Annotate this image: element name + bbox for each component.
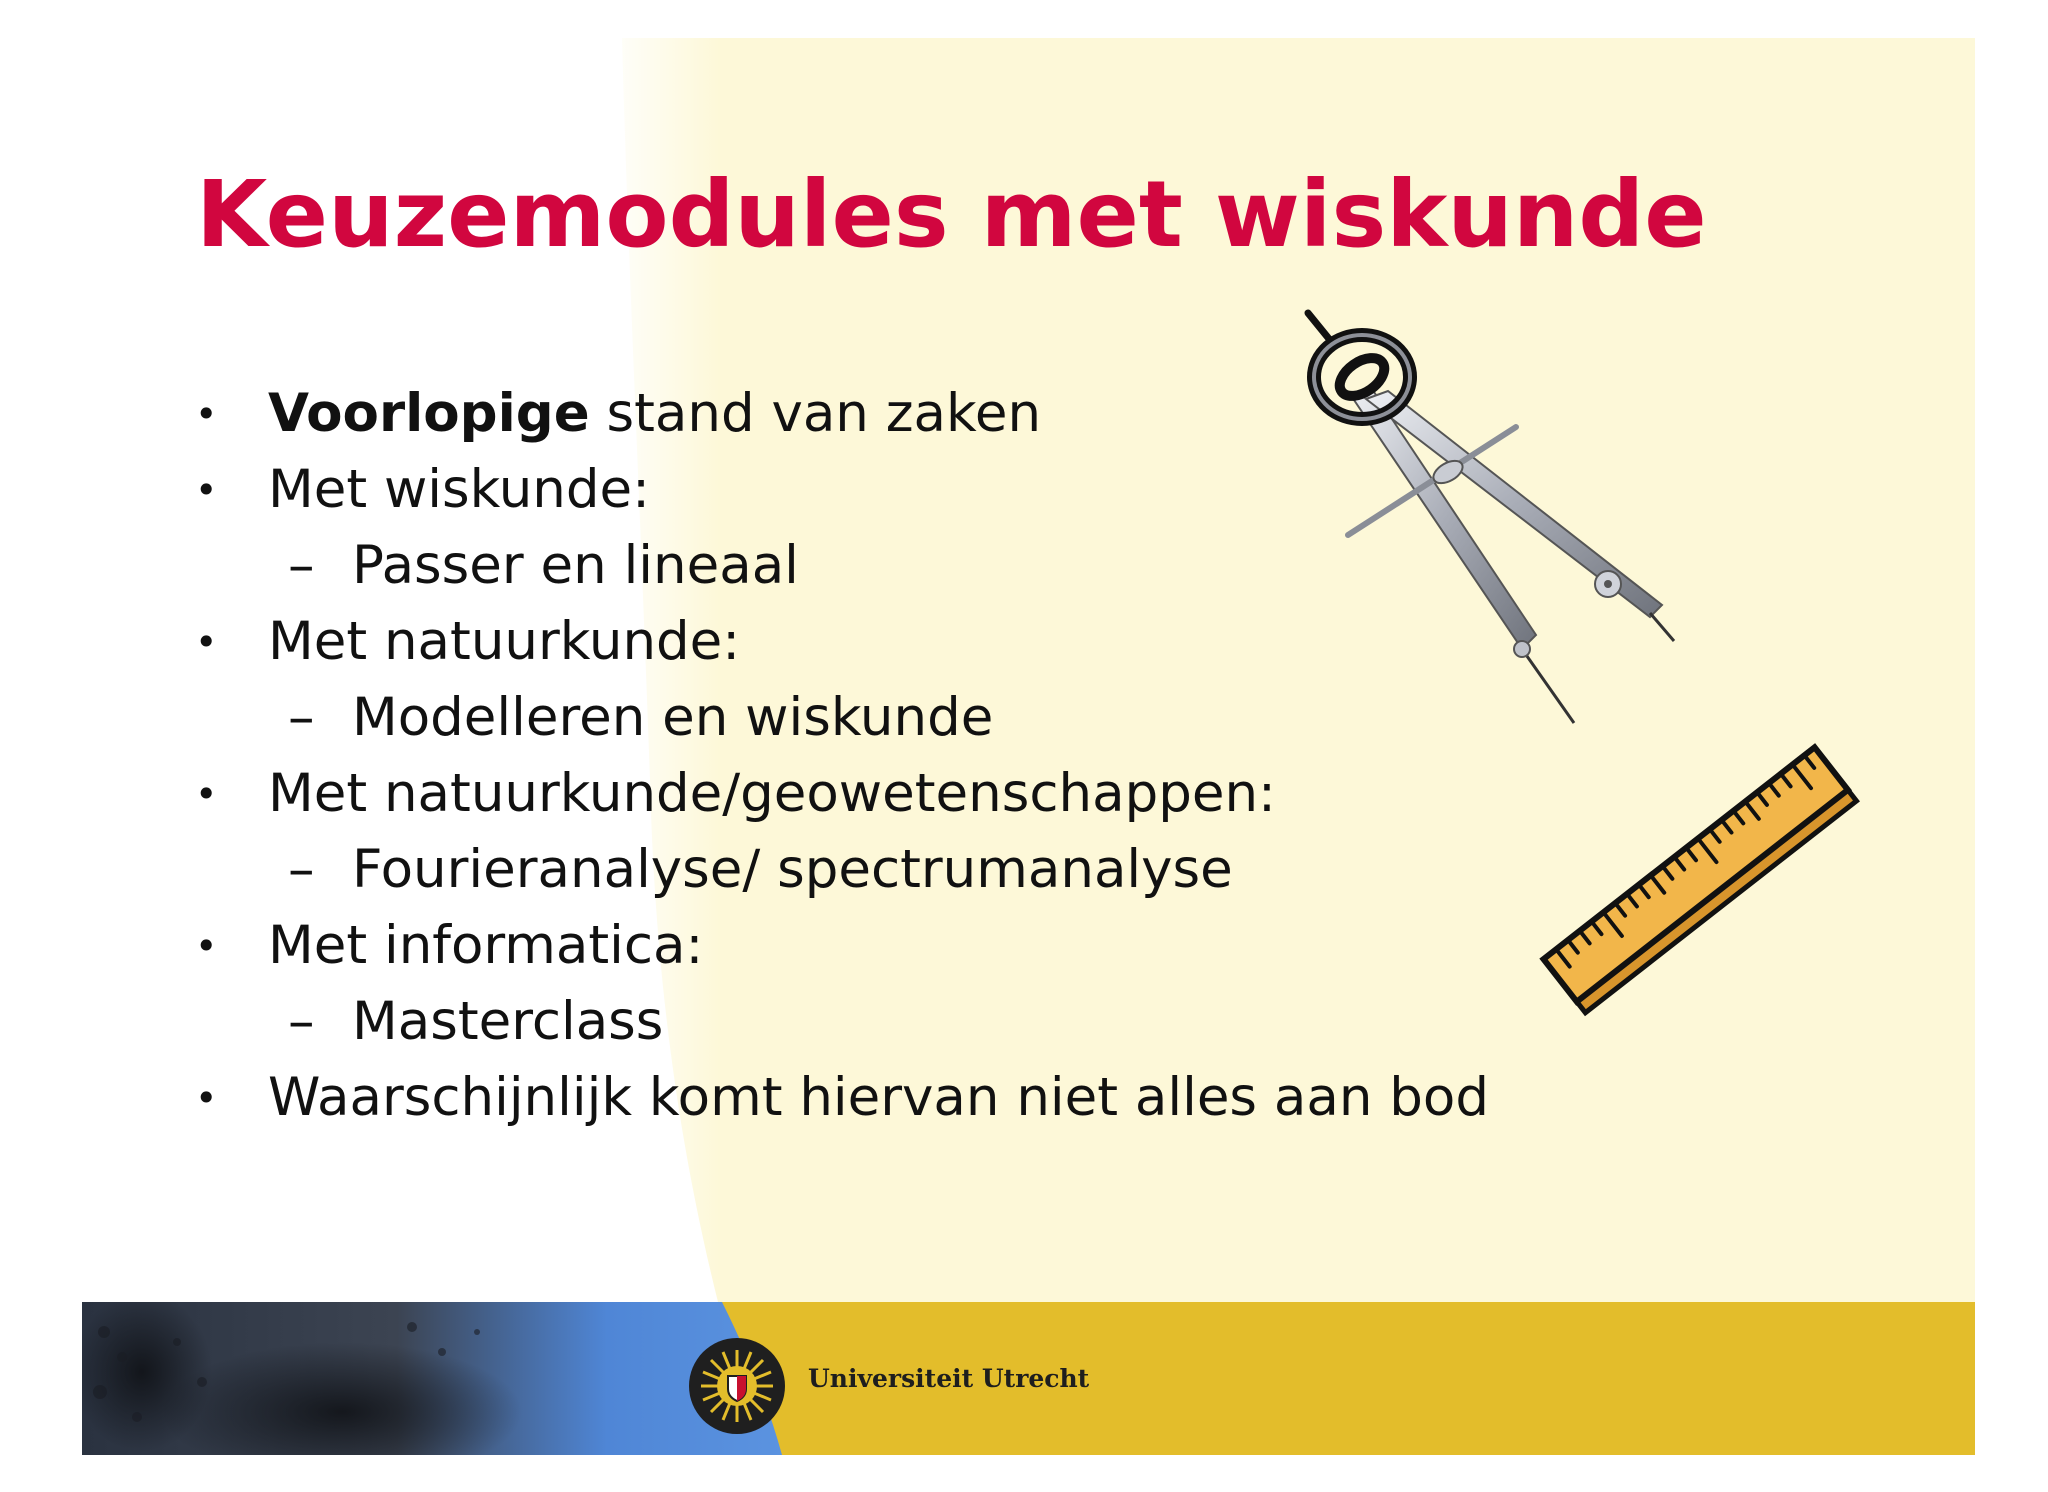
- sub-bullet-text: Modelleren en wiskunde: [352, 687, 994, 748]
- drawing-compass-icon: [1290, 305, 1690, 735]
- bullet-text: Met natuurkunde:: [268, 611, 741, 672]
- bullet-dot: •: [195, 620, 218, 664]
- ruler-icon: [1520, 700, 1880, 1060]
- bullet-item: [0, 604, 1400, 680]
- bullet-item: [0, 756, 1400, 832]
- bullet-item: [0, 1060, 1489, 1136]
- sub-bullet-item: [0, 528, 1400, 604]
- bullet-list: [0, 376, 1489, 1136]
- bullet-dash: –: [288, 839, 315, 900]
- bullet-text: [268, 376, 1041, 452]
- bullet-dot: •: [195, 1076, 218, 1120]
- bullet-item: [0, 908, 1400, 984]
- sub-bullet-text: Masterclass: [352, 991, 664, 1052]
- slide-title: Keuzemodules met wiskunde: [196, 161, 1707, 268]
- bullet-dot: •: [195, 468, 218, 512]
- bullet-dot: •: [195, 772, 218, 816]
- bullet-dash: –: [288, 687, 315, 748]
- bullet-dot: •: [195, 924, 218, 968]
- institution-name: Universiteit Utrecht: [808, 1364, 1090, 1393]
- sub-bullet-text: Passer en lineaal: [352, 535, 799, 596]
- bullet-dot: •: [195, 392, 218, 436]
- bullet-text: Met natuurkunde/geowetenschappen:: [268, 763, 1276, 824]
- bullet-rest-text: stand van zaken: [589, 383, 1042, 444]
- bullet-text: Waarschijnlijk komt hiervan niet alles aan bod: [268, 1067, 1489, 1128]
- bullet-text: Met informatica:: [268, 915, 704, 976]
- bullet-item: [0, 452, 1400, 528]
- sub-bullet-item: [0, 680, 1400, 756]
- sub-bullet-item: [0, 984, 1400, 1060]
- sub-bullet-text: Fourieranalyse/ spectrumanalyse: [352, 839, 1233, 900]
- bullet-dash: –: [288, 991, 315, 1052]
- bullet-item: [0, 376, 1400, 452]
- sub-bullet-item: [0, 832, 1400, 908]
- bullet-dash: –: [288, 535, 315, 596]
- bullet-text: Met wiskunde:: [268, 459, 650, 520]
- university-seal-icon: [687, 1336, 787, 1436]
- bullet-bold-text: Voorlopige: [268, 383, 590, 444]
